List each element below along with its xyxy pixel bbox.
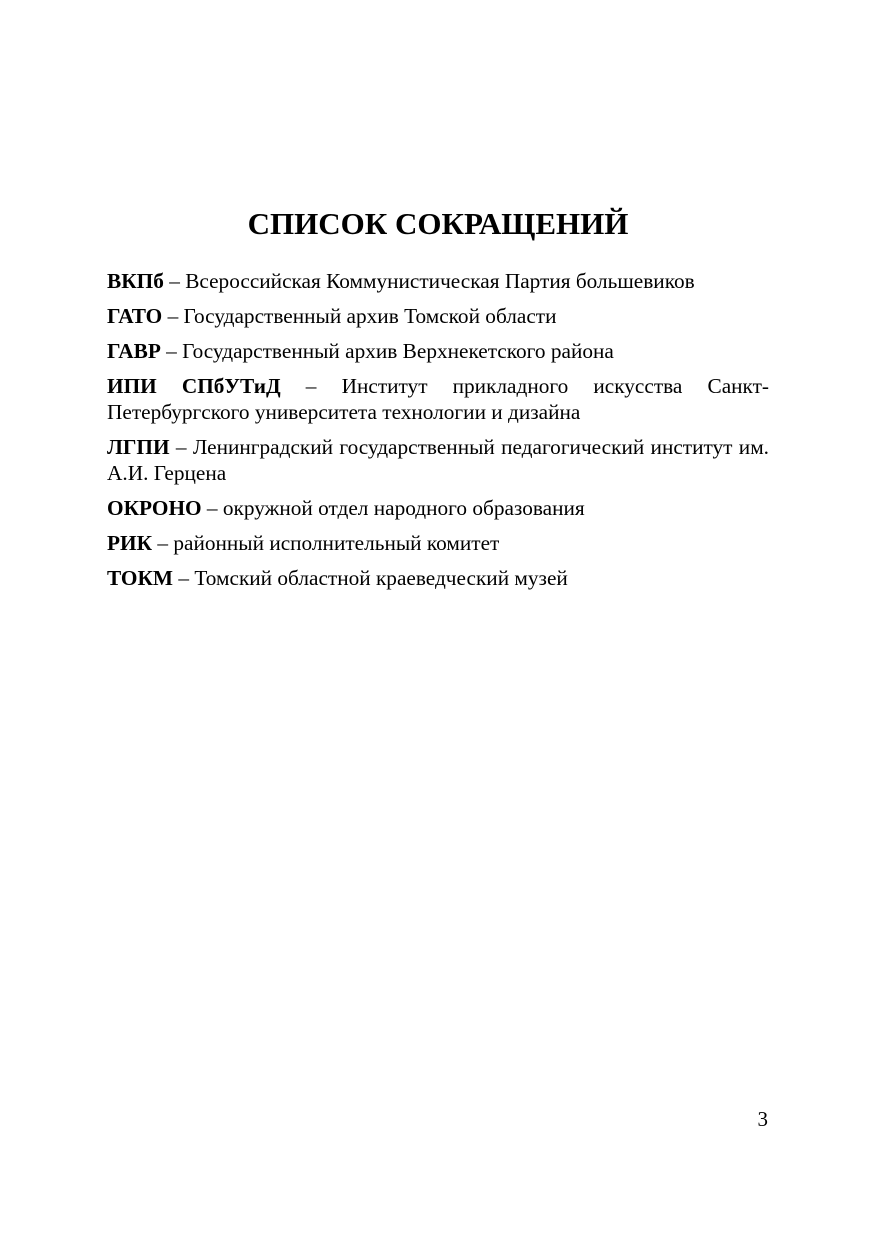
definition: районный исполнительный комитет — [173, 531, 500, 555]
list-item — [107, 565, 769, 591]
definition: Ленинградский государственный педагогический институт им. А.И. Герцена — [107, 435, 769, 485]
dash: – — [167, 304, 179, 328]
abbreviation: ОКРОНО — [107, 496, 202, 520]
definition: Томский областной краеведческий музей — [194, 566, 568, 590]
page-title: СПИСОК СОКРАЩЕНИЙ — [247, 206, 629, 241]
definition: Институт прикладного искусства Санкт-Петербургского университета технологии и дизайна — [107, 374, 770, 424]
dash: – — [166, 339, 177, 363]
definition: Государственный архив Томской области — [183, 304, 557, 328]
abbreviation: ГАВР — [107, 339, 161, 363]
definition: Всероссийская Коммунистическая Партия большевиков — [185, 269, 695, 293]
dash: – — [206, 496, 218, 520]
abbreviation: ЛГПИ — [107, 435, 170, 459]
list-item — [107, 373, 769, 425]
dash: – — [305, 374, 317, 398]
dash: – — [169, 269, 180, 293]
abbreviation: ТОКМ — [107, 566, 174, 590]
definition: окружной отдел народного образования — [222, 496, 585, 520]
list-item — [107, 268, 769, 294]
list-item — [107, 530, 769, 556]
abbreviation: ИПИ СПбУТиД — [107, 374, 281, 398]
page-number: 3 — [757, 1107, 768, 1131]
list-item — [107, 434, 769, 486]
dash: – — [157, 531, 169, 555]
abbreviation: ВКПб — [107, 269, 164, 293]
dash: – — [175, 435, 187, 459]
abbreviation: ГАТО — [107, 304, 163, 328]
list-item — [107, 495, 769, 521]
definition: Государственный архив Верхнекетского района — [182, 339, 614, 363]
abbreviation: РИК — [107, 531, 153, 555]
abbreviation-list — [107, 268, 769, 600]
list-item — [107, 338, 769, 364]
dash: – — [178, 566, 190, 590]
list-item — [107, 303, 769, 329]
